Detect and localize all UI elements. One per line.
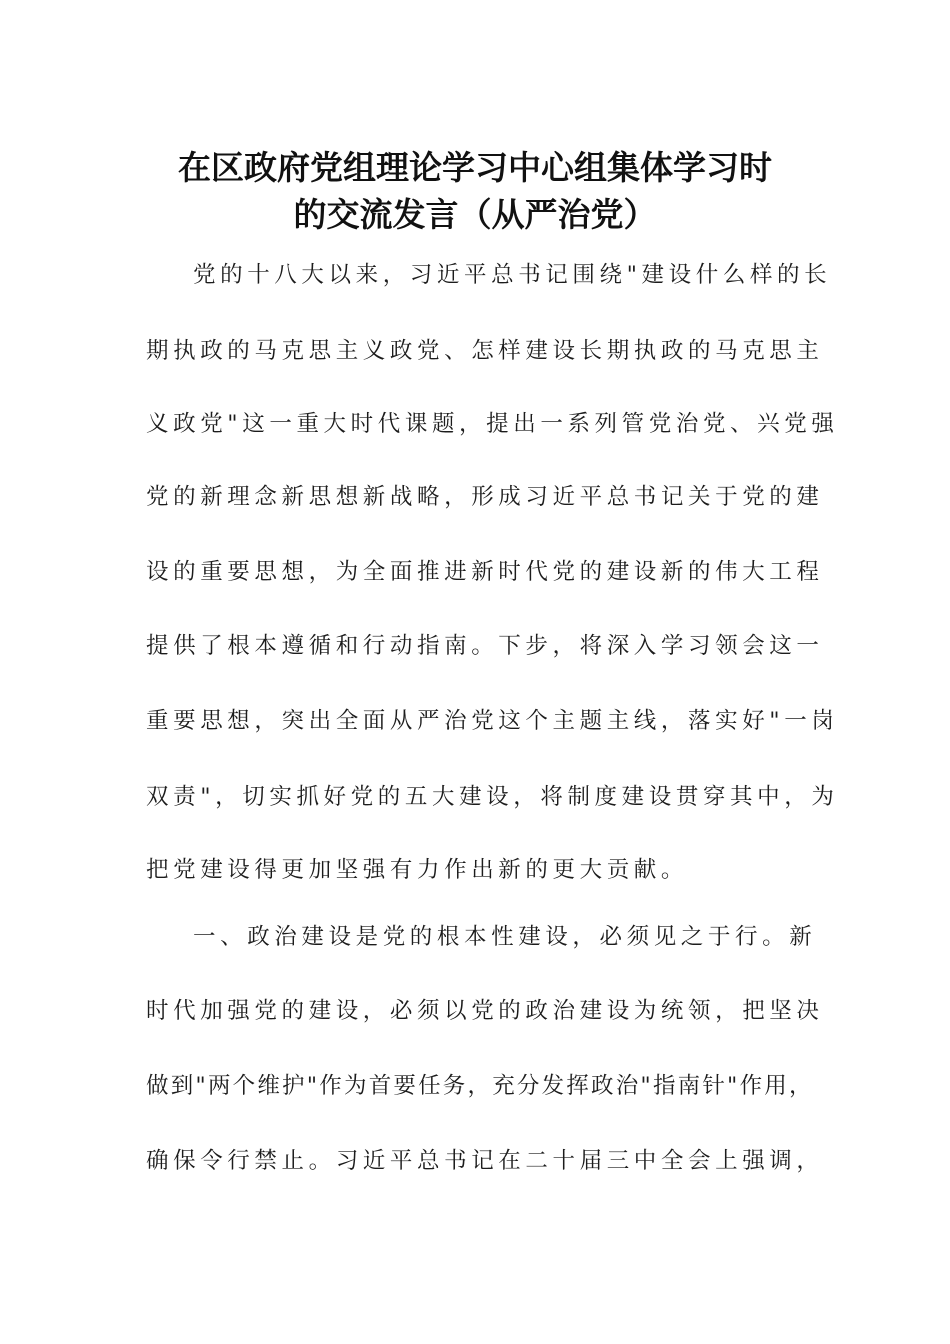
paragraph-line: 时代加强党的建设，必须以党的政治建设为统领，把坚决 bbox=[146, 998, 824, 1024]
paragraph-line: 一、政治建设是党的根本性建设，必须见之于行。新 bbox=[193, 924, 817, 950]
document-title-line-1: 在区政府党组理论学习中心组集体学习时 bbox=[178, 148, 772, 187]
document-title-line-2: 的交流发言（从严治党） bbox=[293, 195, 657, 234]
paragraph-line: 期执政的马克思主义政党、怎样建设长期执政的马克思主 bbox=[146, 338, 824, 364]
paragraph-line: 重要思想，突出全面从严治党这个主题主线，落实好"一岗 bbox=[146, 708, 839, 734]
paragraph-line: 党的新理念新思想新战略，形成习近平总书记关于党的建 bbox=[146, 484, 824, 510]
paragraph-line: 义政党"这一重大时代课题，提出一系列管党治党、兴党强 bbox=[146, 411, 839, 437]
paragraph-line: 提供了根本遵循和行动指南。下步，将深入学习领会这一 bbox=[146, 633, 824, 659]
paragraph-line: 双责"，切实抓好党的五大建设，将制度建设贯穿其中，为 bbox=[146, 784, 839, 810]
paragraph-line: 把党建设得更加坚强有力作出新的更大贡献。 bbox=[146, 857, 689, 883]
paragraph-line: 设的重要思想，为全面推进新时代党的建设新的伟大工程 bbox=[146, 559, 824, 585]
paragraph-line: 党的十八大以来，习近平总书记围绕"建设什么样的长 bbox=[193, 262, 832, 288]
paragraph-line: 做到"两个维护"作为首要任务，充分发挥政治"指南针"作用， bbox=[146, 1073, 814, 1099]
paragraph-line: 确保令行禁止。习近平总书记在二十届三中全会上强调， bbox=[146, 1148, 824, 1174]
